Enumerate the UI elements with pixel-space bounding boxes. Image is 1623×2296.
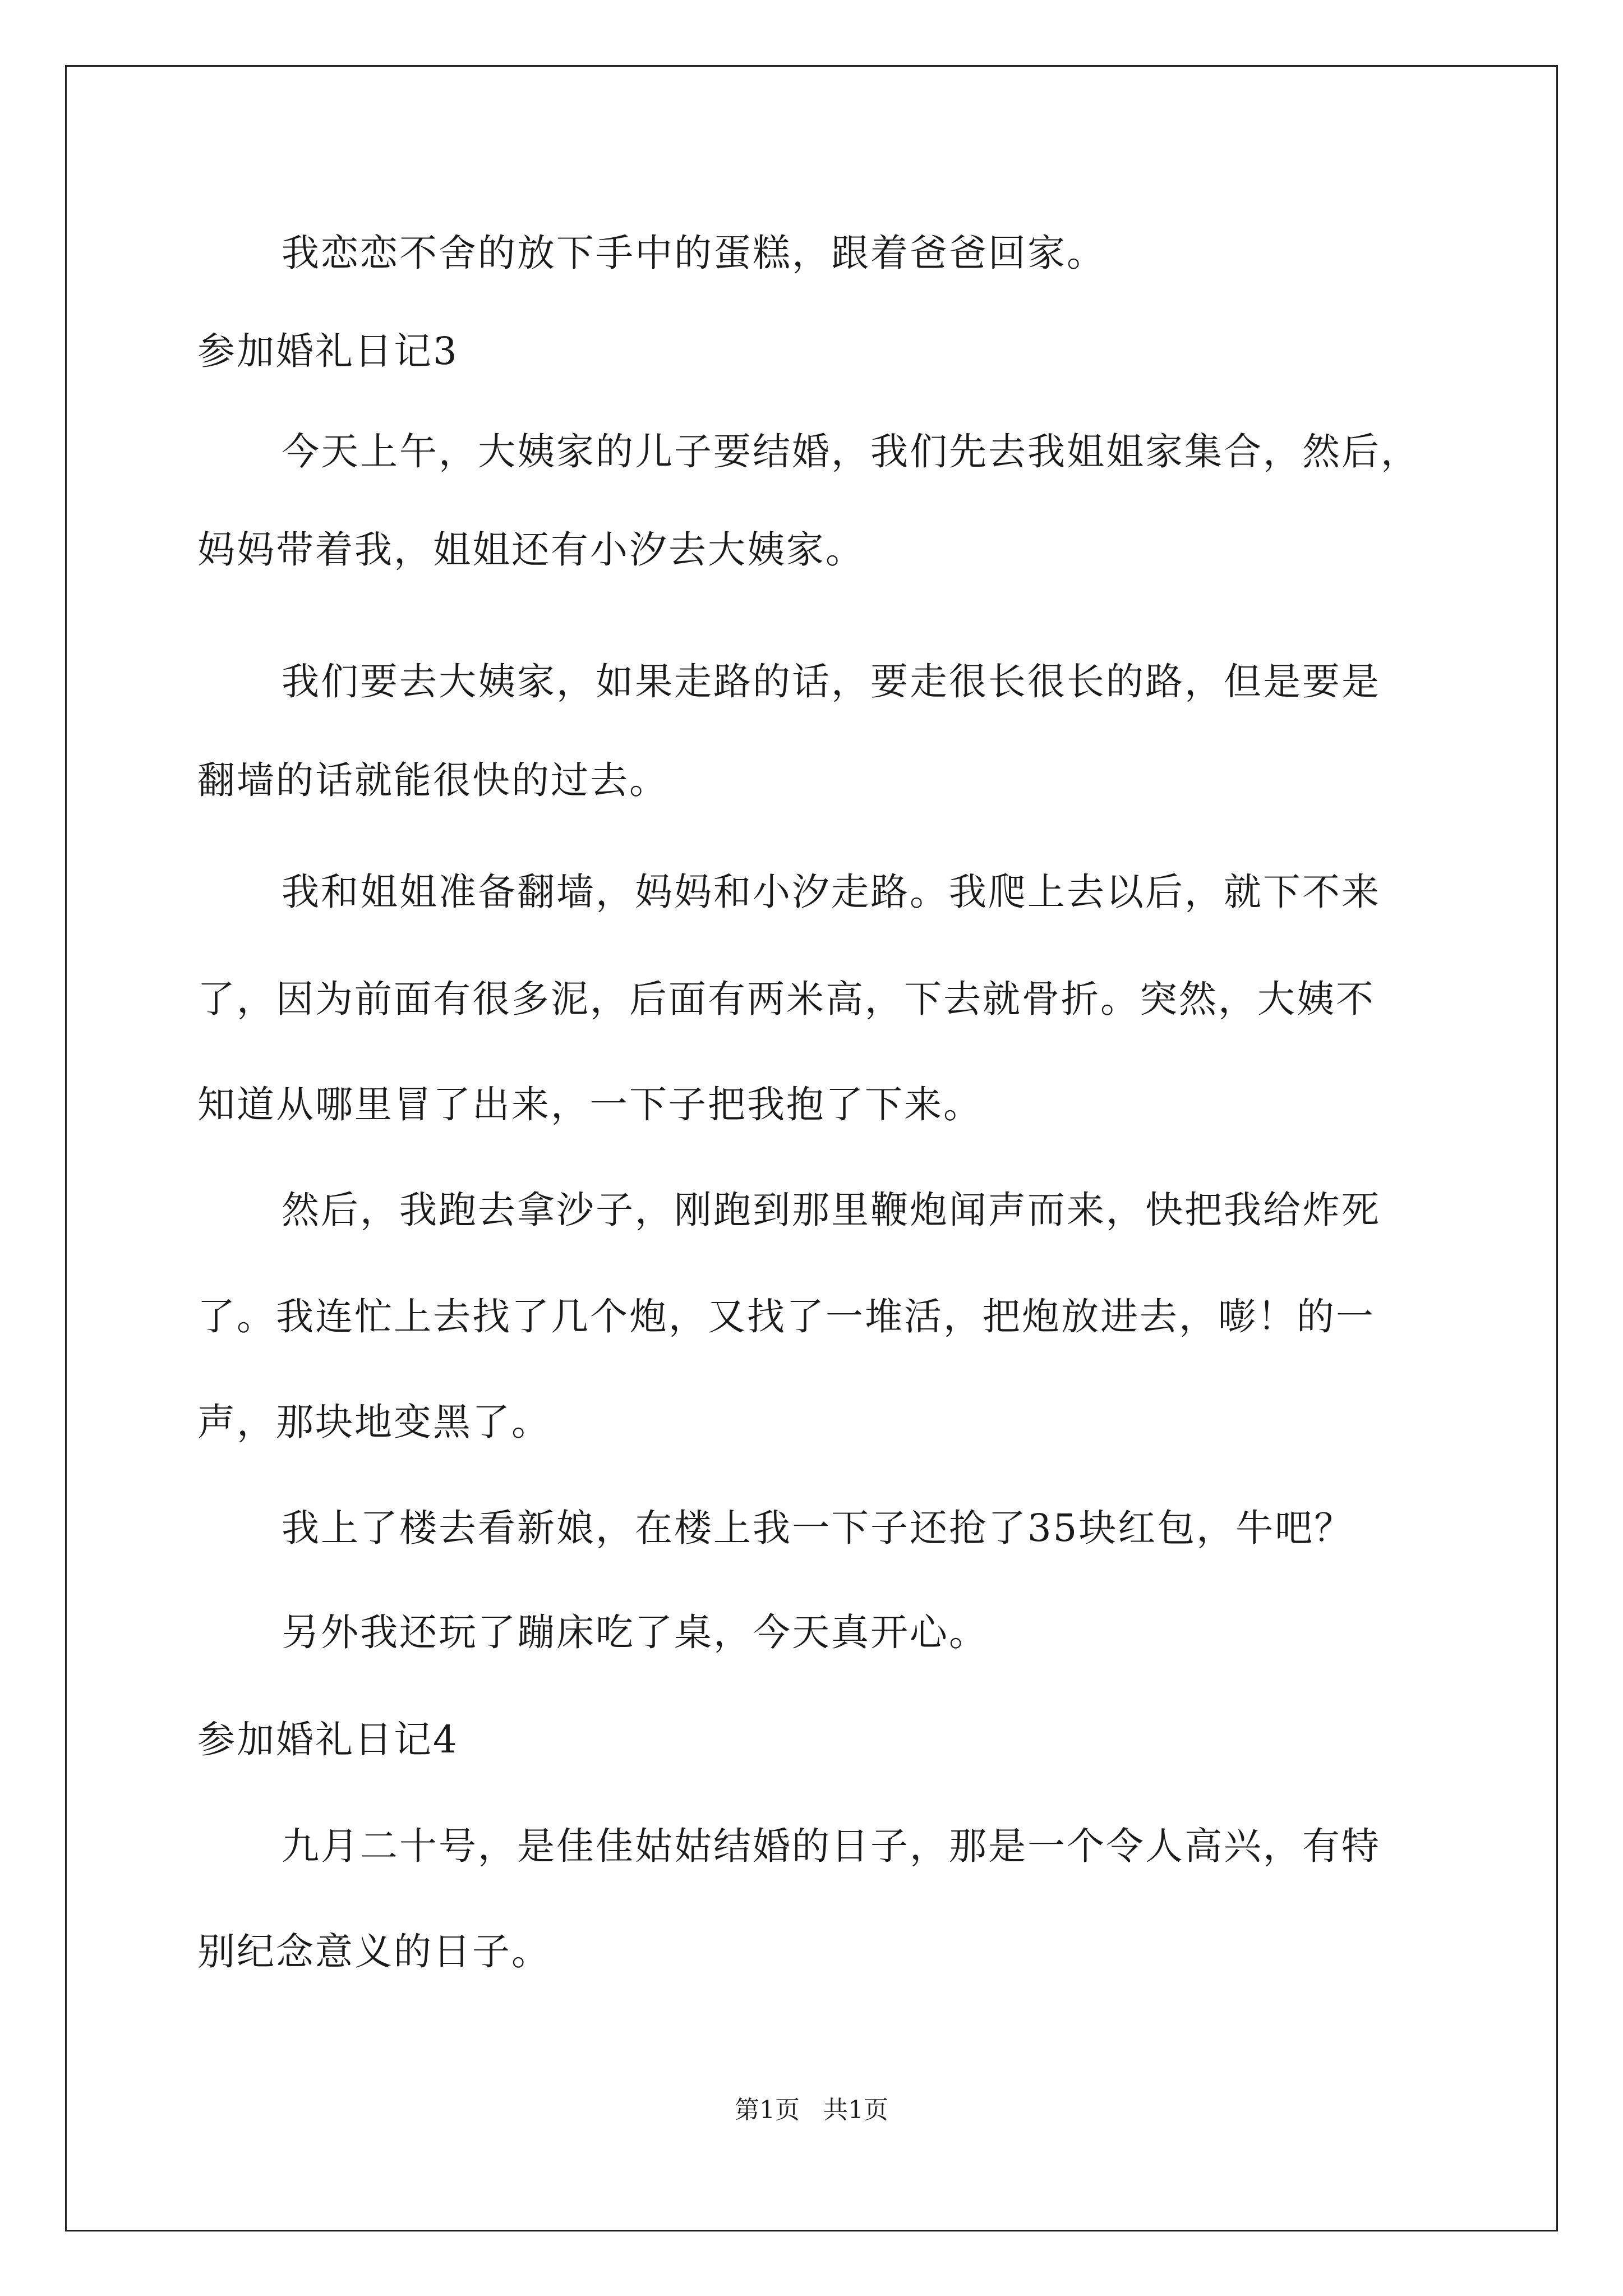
- paragraph-line: 我上了楼去看新娘，在楼上我一下子还抢了35块红包，牛吧？: [282, 1506, 1354, 1550]
- paragraph-line: 另外我还玩了蹦床吃了桌，今天真开心。: [282, 1611, 988, 1654]
- paragraph-line: 知道从哪里冒了出来，一下子把我抱了下来。: [197, 1083, 983, 1126]
- section-heading: 参加婚礼日记4: [197, 1718, 459, 1761]
- page-number-footer: 第1页 共1页: [735, 2096, 888, 2124]
- page-border: [65, 65, 1558, 2231]
- paragraph-line: 了。我连忙上去找了几个炮，又找了一堆活，把炮放进去，嘭！的一: [197, 1295, 1375, 1338]
- paragraph-line: 然后，我跑去拿沙子，刚跑到那里鞭炮闻声而来，快把我给炸死: [282, 1188, 1381, 1232]
- paragraph-line: 声，那块地变黑了。: [197, 1400, 551, 1444]
- paragraph-line: 妈妈带着我，姐姐还有小汐去大姨家。: [197, 528, 865, 572]
- paragraph-line: 我恋恋不舍的放下手中的蛋糕，跟着爸爸回家。: [282, 231, 1106, 275]
- paragraph-line: 别纪念意义的日子。: [197, 1930, 551, 1973]
- paragraph-line: 我和姐姐准备翻墙，妈妈和小汐走路。我爬上去以后，就下不来: [282, 870, 1381, 914]
- paragraph-line: 翻墙的话就能很快的过去。: [197, 758, 668, 802]
- paragraph-line: 九月二十号，是佳佳姑姑结婚的日子，那是一个令人高兴，有特: [282, 1824, 1381, 1868]
- paragraph-line: 了，因为前面有很多泥，后面有两米高，下去就骨折。突然，大姨不: [197, 977, 1375, 1021]
- paragraph-line: 我们要去大姨家，如果走路的话，要走很长很长的路，但是要是: [282, 660, 1381, 703]
- section-heading: 参加婚礼日记3: [197, 329, 459, 373]
- paragraph-line: 今天上午，大姨家的儿子要结婚，我们先去我姐姐家集合，然后，: [282, 430, 1420, 473]
